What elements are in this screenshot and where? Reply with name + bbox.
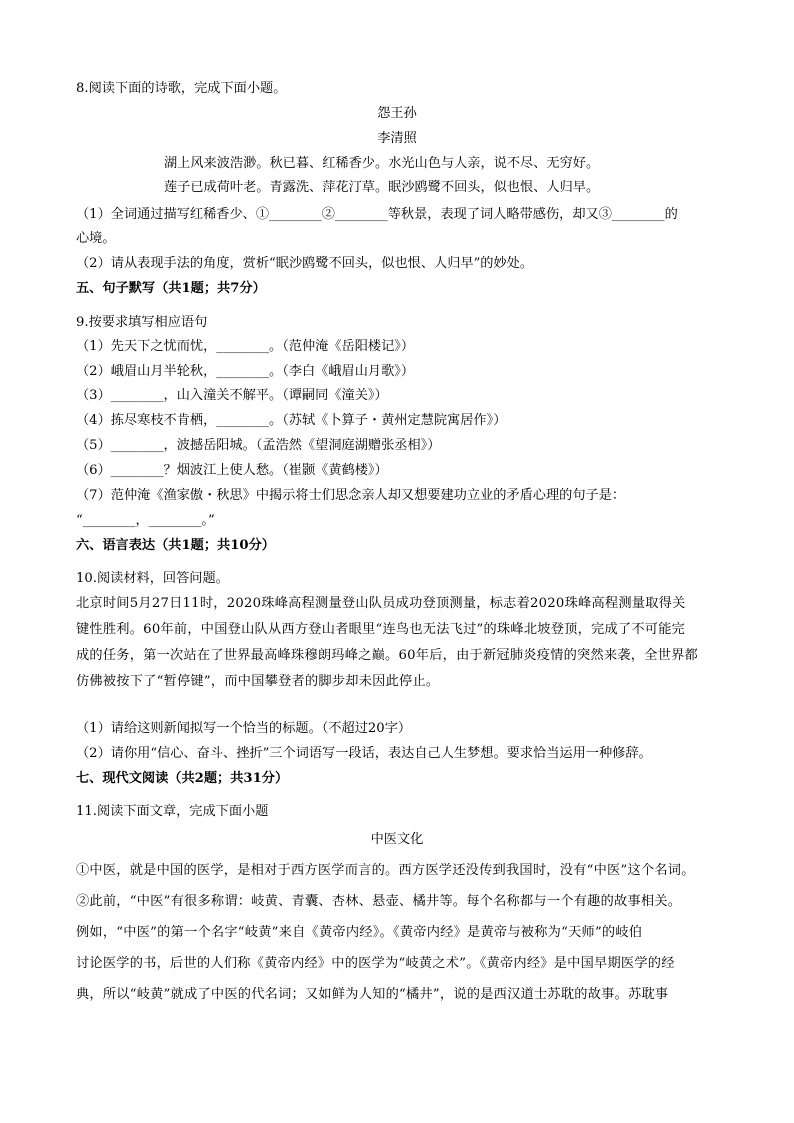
article-line-4: 讨论医学的书，后世的人们称《黄帝内经》中的医学为“岐黄之术”。《黄帝内经》是中国早期医学的经 xyxy=(76,956,675,971)
q9-item-7-answer: “________，________。” xyxy=(76,513,215,528)
q10-para-line-4: 仿佛被按下了“暂停键”，而中国攀登者的脚步却未因此停止。 xyxy=(76,674,440,689)
q9-item-7: （7）范仲淹《渔家傲・秋思》中揭示将士们思念亲人却又想要建功立业的矛盾心理的句子是： xyxy=(76,488,626,503)
q9-item-6: （6）________？烟波江上使人愁。（崔颢《黄鹤楼》） xyxy=(76,463,388,478)
q9-item-4: （4）拣尽寒枝不肯栖，________。（苏轼《卜算子・黄州定慧院寓居作》） xyxy=(76,413,507,428)
article-line-3: 例如，“中医”的第一个名字“岐黄”来自《黄帝内经》。《黄帝内经》是黄帝与被称为“天师”的岐伯 xyxy=(76,925,643,940)
q9-item-1: （1）先天下之忧而忧，________。（范仲淹《岳阳楼记》） xyxy=(76,339,415,354)
q11-intro: 11.阅读下面文章，完成下面小题 xyxy=(76,804,269,819)
poem-author: 李清照 xyxy=(377,131,417,146)
q10-para-line-1: 北京时间5月27日11时，2020珠峰高程测量登山队员成功登顶测量，标志着2020珠峰高程测量取得关 xyxy=(76,596,686,611)
poem-title: 怨王孙 xyxy=(377,106,417,121)
q9-item-3: （3）________，山入潼关不解平。（谭嗣同《潼关》） xyxy=(76,388,388,403)
q10-sub1: （1）请给这则新闻拟写一个恰当的标题。（不超过20字） xyxy=(76,721,412,736)
section-heading-5: 五、句子默写（共1题；共7分） xyxy=(76,281,266,296)
q8-sub1-line1: （1）全词通过描写红稀香少、①________②________等秋景，表现了词人略带感伤，却又③________的 xyxy=(76,207,678,222)
q10-para-line-2: 键性胜利。60年前，中国登山队从西方登山者眼里“连鸟也无法飞过”的珠峰北坡登顶，完成了不可能完 xyxy=(76,622,686,637)
article-line-5: 典，所以“岐黄”就成了中医的代名词；又如鲜为人知的“橘井”，说的是西汉道士苏耽的故事。苏耽事 xyxy=(76,987,669,1002)
article-line-2: ②此前，“中医”有很多称谓：岐黄、青囊、杏林、悬壶、橘井等。每个名称都与一个有趣的故事相关。 xyxy=(76,894,682,909)
article-line-1: ①中医，就是中国的医学，是相对于西方医学而言的。西方医学还没传到我国时，没有“中医”这个名词。 xyxy=(76,863,695,878)
poem-line-2: 莲子已成荷叶老。青露洗、萍花汀草。眠沙鸥鹭不回头，似也恨、人归早。 xyxy=(164,180,600,195)
q9-item-5: （5）________，波撼岳阳城。（孟浩然《望洞庭湖赠张丞相》） xyxy=(76,438,441,453)
q8-intro: 8.阅读下面的诗歌，完成下面小题。 xyxy=(76,81,287,96)
poem-line-1: 湖上风来波浩渺。秋已暮、红稀香少。水光山色与人亲，说不尽、无穷好。 xyxy=(164,156,600,171)
q9-intro: 9.按要求填写相应语句 xyxy=(76,315,208,330)
q8-sub2: （2）请从表现手法的角度，赏析“眠沙鸥鹭不回头，似也恨、人归早”的妙处。 xyxy=(76,256,534,271)
q10-intro: 10.阅读材料，回答问题。 xyxy=(76,571,229,586)
article-title: 中医文化 xyxy=(370,832,424,847)
q10-sub2: （2）请你用“信心、奋斗、挫折”三个词语写一段话，表达自己人生梦想。要求恰当运用一种修辞。 xyxy=(76,746,652,761)
section-heading-6: 六、语言表达（共1题；共10分） xyxy=(76,538,275,553)
section-heading-7: 七、现代文阅读（共2题；共31分） xyxy=(76,771,289,786)
q8-sub1-line2: 心境。 xyxy=(76,231,116,246)
q10-para-line-3: 成的任务，第一次站在了世界最高峰珠穆朗玛峰之巅。60年后，由于新冠肺炎疫情的突然来袭，全世界都 xyxy=(76,648,698,663)
q9-item-2: （2）峨眉山月半轮秋，________。（李白《峨眉山月歌》） xyxy=(76,364,415,379)
